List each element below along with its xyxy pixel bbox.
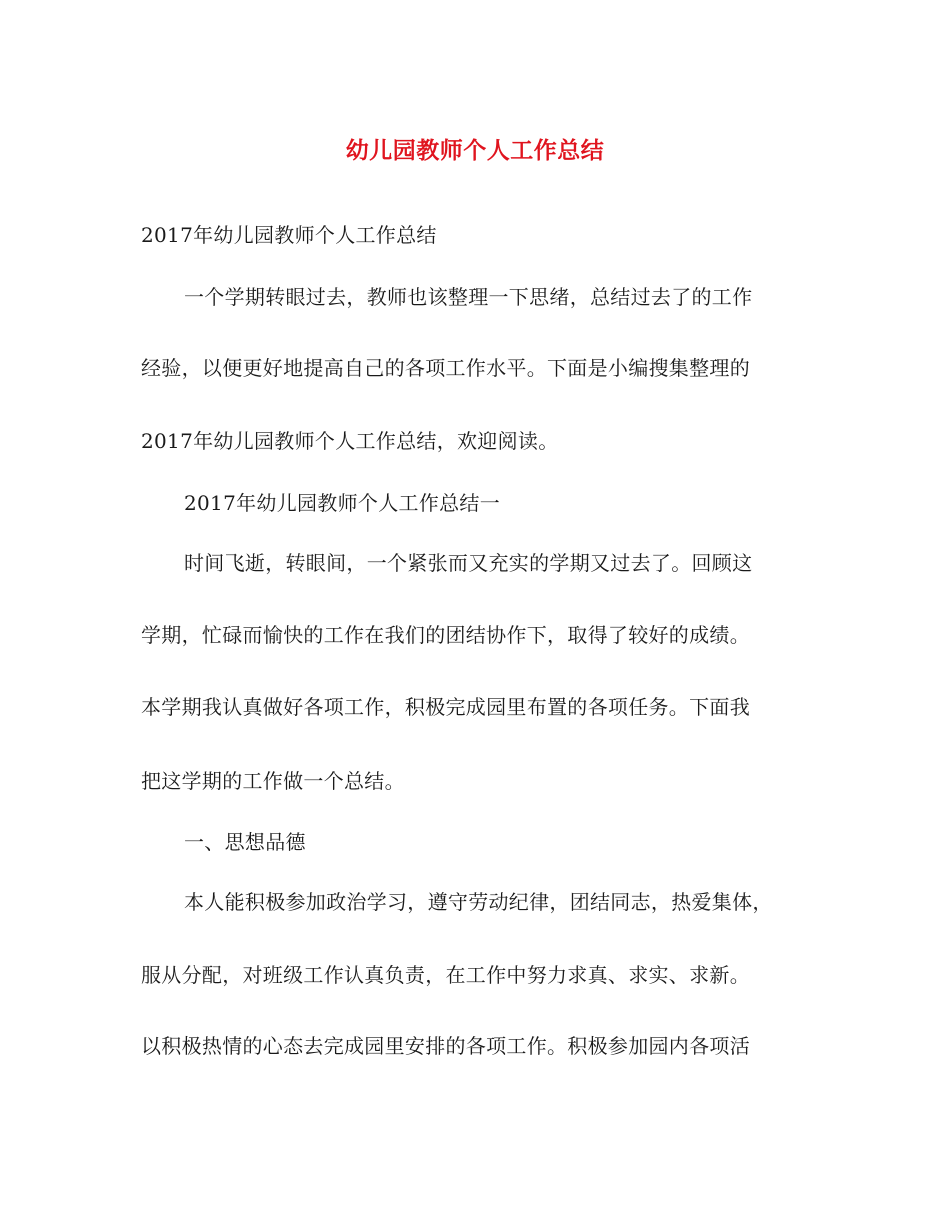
paragraph-line: 时间飞逝，转眼间，一个紧张而又充实的学期又过去了。回顾这 — [184, 551, 753, 575]
paragraph-line: 以积极热情的心态去完成园里安排的各项工作。积极参加园内各项活 — [141, 1034, 750, 1058]
paragraph-line: 本人能积极参加政治学习，遵守劳动纪律，团结同志，热爱集体， — [184, 890, 773, 914]
paragraph-line: 学期，忙碌而愉快的工作在我们的团结协作下，取得了较好的成绩。 — [141, 623, 750, 647]
section-heading: 2017年幼儿园教师个人工作总结一 — [184, 491, 500, 515]
subtitle-line: 2017年幼儿园教师个人工作总结 — [141, 223, 437, 247]
paragraph-line: 经验，以便更好地提高自己的各项工作水平。下面是小编搜集整理的 — [141, 356, 750, 380]
paragraph-line: 一个学期转眼过去，教师也该整理一下思绪，总结过去了的工作 — [184, 285, 753, 309]
document-title: 幼儿园教师个人工作总结 — [345, 137, 605, 164]
section-heading: 一、思想品德 — [184, 830, 306, 854]
paragraph-line: 把这学期的工作做一个总结。 — [141, 769, 405, 793]
paragraph-line: 服从分配，对班级工作认真负责，在工作中努力求真、求实、求新。 — [141, 963, 750, 987]
paragraph-line: 本学期我认真做好各项工作，积极完成园里布置的各项任务。下面我 — [141, 695, 750, 719]
paragraph-line: 2017年幼儿园教师个人工作总结，欢迎阅读。 — [141, 429, 559, 453]
